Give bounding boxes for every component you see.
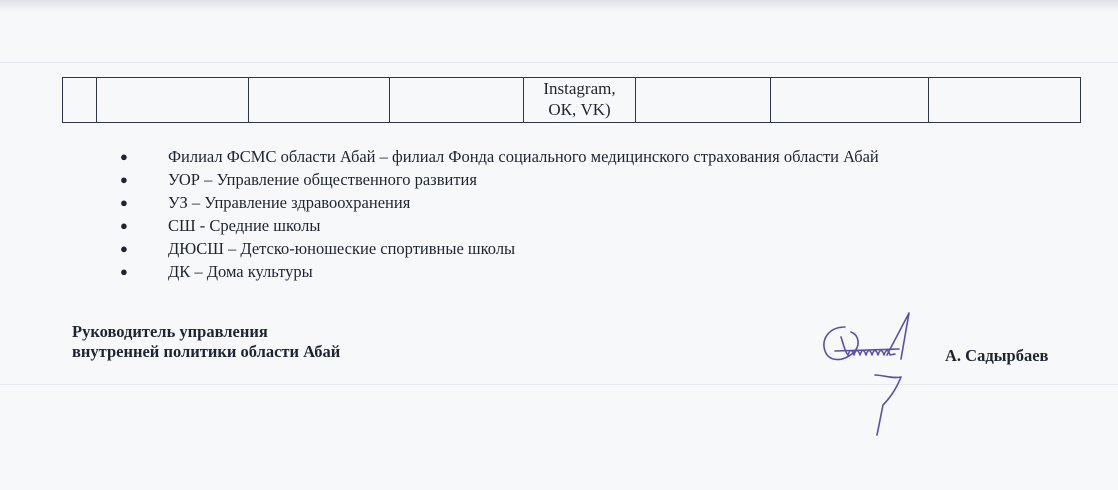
table-cell-text: ОК, VK) [548,100,611,119]
bullet-icon: ● [120,218,128,233]
list-item [118,168,879,191]
list-item-text: ДК – Дома культуры [168,262,313,281]
table-cell-text: Instagram, [543,79,616,98]
bullet-icon: ● [120,149,128,164]
list-item [118,260,879,283]
list-item [118,145,879,168]
signatory-title-line: Руководитель управления [72,322,268,341]
table-cell [63,78,97,123]
table-cell [929,78,1081,123]
table-fragment [62,77,1081,123]
table-row [63,78,1081,123]
list-item-text: УЗ – Управление здравоохранения [168,193,411,212]
list-item [118,237,879,260]
scan-edge-shadow [0,0,1118,12]
list-item-text: УОР – Управление общественного развития [168,170,477,189]
bullet-icon: ● [120,172,128,187]
scan-artifact [0,62,1118,63]
list-item [118,191,879,214]
table-cell [636,78,771,123]
bullet-icon: ● [120,195,128,210]
table-cell [97,78,249,123]
list-item-text: СШ - Средние школы [168,216,321,235]
table-cell [249,78,390,123]
list-item [118,214,879,237]
list-item-text: ДЮСШ – Детско-юношеские спортивные школы [168,239,516,258]
signatory-name: А. Садырбаев [945,346,1049,365]
table-cell [524,78,636,123]
scan-artifact [0,384,1118,385]
table-cell [771,78,929,123]
list-item-text: Филиал ФСМС области Абай – филиал Фонда социального медицинского страхования области Абай [168,147,879,166]
bullet-icon: ● [120,264,128,279]
handwritten-signature [815,305,925,440]
table-cell [390,78,524,123]
signatory-title [72,322,340,362]
data-table [62,77,1081,123]
signatory-title-line: внутренней политики области Абай [72,342,341,361]
bullet-icon: ● [120,241,128,256]
abbreviation-list [118,145,879,283]
